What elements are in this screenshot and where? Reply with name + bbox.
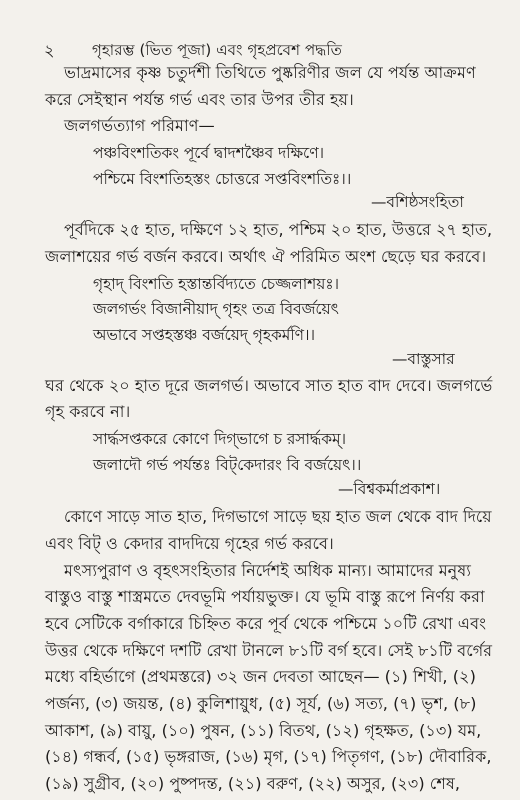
body-line: পূর্বদিকে ২৫ হাত, দক্ষিণে ১২ হাত, পশ্চিম ২০ হাত, উত্তরে ২৭ হাত, — [64, 220, 493, 240]
body-line: জলাশয়ের গর্ভ বর্জন করবে। অর্থাৎ ঐ পরিমিত অংশ ছেড়ে ঘর করবে। — [45, 247, 487, 266]
page-header — [0, 38, 520, 62]
source-attribution: —বাস্তুসার — [392, 350, 455, 369]
body-line: আকাশ, (৯) বায়ু, (১০) পুষন, (১১) বিতথ, (১২) গৃহক্ষত, (১৩) যম, — [45, 720, 482, 740]
body-line: জলগর্ভত্যাগ পরিমাণ— — [64, 116, 215, 136]
running-title: গৃহারম্ভ (ভিত পূজা) এবং গৃহপ্রবেশ পদ্ধতি — [92, 41, 342, 59]
body-line: ভাদ্রমাসের কৃষ্ণ চতুর্দশী তিথিতে পুষ্করিণীর জল যে পর্যন্ত আক্রমণ — [64, 63, 476, 82]
body-line: পর্জন্য, (৩) জয়ন্ত, (৪) কুলিশায়ুধ, (৫) সূর্য, (৬) সত্য, (৭) ভৃশ, (৮) — [45, 694, 477, 713]
body-line: কোণে সাড়ে সাত হাত, দিগভাগে সাড়ে ছয় হাত জল থেকে বাদ দিয়ে — [64, 507, 492, 527]
body-line: করে সেইস্থান পর্যন্ত গর্ভ এবং তার উপর তীর হয়। — [45, 89, 354, 109]
body-line: মৎস্যপুরাণ ও বৃহৎসংহিতার নির্দেশই অধিক মান্য। আমাদের মনুষ্য — [64, 560, 471, 580]
verse-line: পঞ্চবিংশতিকং পূর্বে দ্বাদশঞ্চৈব দক্ষিণে। — [93, 144, 325, 162]
verse-line: পশ্চিমে বিংশতিহস্তং চোত্তরে সপ্তবিংশতিঃ।। — [93, 169, 352, 188]
body-line: উত্তর থেকে দক্ষিণে দশটি রেখা টানলে ৮১টি বর্গ হবে। সেই ৮১টি বর্গের — [45, 640, 493, 660]
verse-line: গৃহাদ্ বিংশতি হস্তান্তর্বিদ্যতে চেজ্জলাশয়ঃ। — [93, 274, 340, 293]
page-number: ২ — [44, 41, 55, 60]
verse-line: জলগর্ভং বিজানীয়াদ্ গৃহং তত্র বিবর্জয়েৎ — [93, 300, 339, 319]
verse-line: জলাদৌ গর্ভ পর্যন্তঃ বিট্‌কেদারং বি বর্জয়েৎ।। — [93, 455, 362, 474]
body-line: (১৯) সুগ্রীব, (২০) পুষ্পদন্ত, (২১) বরুণ, (২২) অসুর, (২৩) শেষ, — [45, 774, 461, 793]
body-line: (১৪) গন্ধর্ব, (১৫) ভৃঙ্গরাজ, (১৬) মৃগ, (১৭) পিতৃগণ, (১৮) দৌবারিক, — [45, 747, 492, 767]
body-line: এবং বিট্‌ ও কেদার বাদদিয়ে গৃহের গর্ভ করবে। — [45, 533, 334, 553]
body-line: মধ্যে বহির্ভাগে (প্রথমস্তরে) ৩২ জন দেবতা আছেন— (১) শিখী, (২) — [45, 667, 476, 687]
body-line: ঘর থেকে ২০ হাত দূরে জলগর্ভ। অভাবে সাত হাত বাদ দেবে। জলগর্ভে — [45, 375, 493, 395]
source-attribution: —বিশ্বকর্মাপ্রকাশ। — [338, 479, 441, 498]
verse-line: অভাবে সপ্তহস্তঞ্চ বর্জয়েদ্ গৃহকর্মণি।। — [93, 326, 315, 345]
source-attribution: —বশিষ্ঠসংহিতা — [371, 192, 464, 211]
verse-line: সার্দ্ধসপ্তকরে কোণে দিগ্‌ভাগে চ রসার্দ্ধকম্। — [93, 430, 347, 449]
body-line: বাস্তুও বাস্তু শাস্ত্রমতে দেবভূমি পর্যায়ভুক্ত। যে ভূমি বাস্তু রূপে নির্ণয় করা — [45, 587, 485, 607]
body-line: হবে সেটিকে বর্গাকারে চিহ্নিত করে পূর্ব থেকে পশ্চিমে ১০টি রেখা এবং — [45, 614, 487, 633]
body-line: গৃহ করবে না। — [45, 402, 131, 422]
